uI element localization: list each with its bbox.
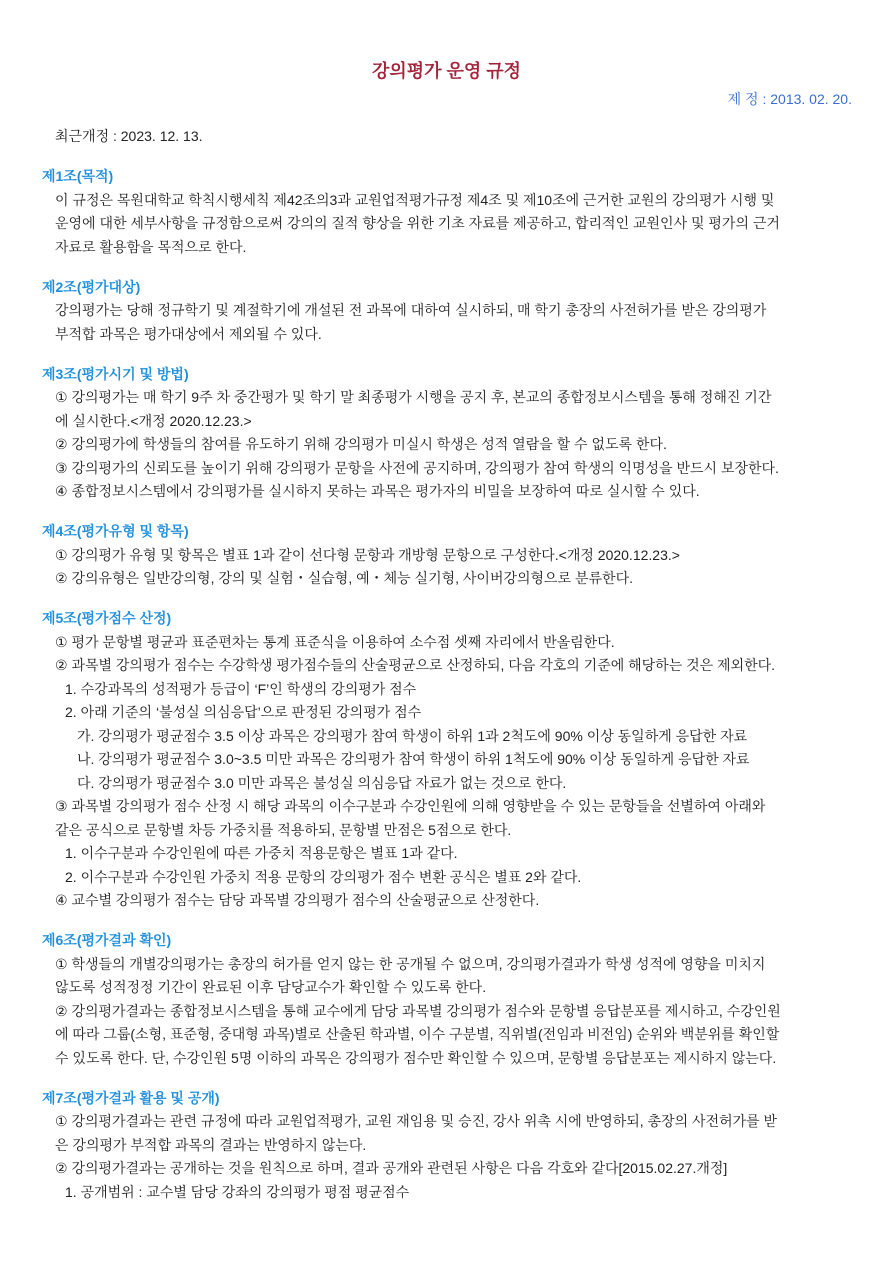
article-text-line: 이 규정은 목원대학교 학칙시행세칙 제42조의3과 교원업적평가규정 제4조 및 제10조에 근거한 교원의 강의평가 시행 및 — [55, 191, 775, 208]
article-heading: 제1조(목적) — [42, 168, 114, 184]
article-section — [42, 520, 854, 591]
enactment-date: 제 정 : 2013. 02. 20. — [727, 91, 852, 107]
article-text-line: 나. 강의평가 평균점수 3.0~3.5 미만 과목은 강의평가 참여 학생이 하위 1척도에 90% 이상 동일하게 응답한 자료 — [77, 751, 750, 767]
article-text-line: ① 강의평가 유형 및 항목은 별표 1과 같이 선다형 문항과 개방형 문항으로 구성한다.<개정 2020.12.23.> — [55, 546, 680, 563]
article-text-line: ④ 교수별 강의평가 점수는 담당 과목별 강의평가 점수의 산술평균으로 산정한다. — [55, 892, 540, 908]
article-text-line: ① 강의평가결과는 관련 규정에 따라 교원업적평가, 교원 재임용 및 승진, 강사 위촉 시에 반영하되, 총장의 사전허가를 받 — [55, 1113, 778, 1129]
article-section — [42, 276, 854, 347]
document-title: 강의평가 운영 규정 — [371, 61, 522, 81]
article-section — [42, 607, 854, 913]
article-text-line: 부적합 과목은 평가대상에서 제외될 수 있다. — [55, 325, 322, 342]
article-text-line: ③ 과목별 강의평가 점수 산정 시 해당 과목의 이수구분과 수강인원에 의해 영향받을 수 있는 문항들을 선별하여 아래와 — [55, 798, 766, 814]
article-text-line: ① 평가 문항별 평균과 표준편차는 통계 표준식을 이용하여 소수점 셋째 자리에서 반올림한다. — [55, 633, 615, 650]
article-section — [42, 363, 854, 504]
article-text-line: 않도록 성적정정 기간이 완료된 이후 담당교수가 확인할 수 있도록 한다. — [55, 979, 487, 995]
article-text-line: ② 과목별 강의평가 점수는 수강학생 평가점수들의 산술평균으로 산정하되, 다음 각호의 기준에 해당하는 것은 제외한다. — [55, 657, 776, 673]
article-text-line: ② 강의평가에 학생들의 참여를 유도하기 위해 강의평가 미실시 학생은 성적 열람을 할 수 없도록 한다. — [55, 436, 667, 452]
article-text-line: 가. 강의평가 평균점수 3.5 이상 과목은 강의평가 참여 학생이 하위 1과 2척도에 90% 이상 동일하게 응답한 자료 — [77, 727, 748, 744]
article-text-line: ② 강의평가결과는 공개하는 것을 원칙으로 하며, 결과 공개와 관련된 사항은 다음 각호와 같다[2015.02.27.개정] — [55, 1160, 728, 1176]
article-text-line: ② 강의평가결과는 종합정보시스템을 통해 교수에게 담당 과목별 강의평가 점수와 문항별 응답분포를 제시하고, 수강인원 — [55, 1002, 781, 1019]
article-text-line: 운영에 대한 세부사항을 규정함으로써 강의의 질적 향상을 위한 기초 자료를 제공하고, 합리적인 교원인사 및 평가의 근거 — [55, 215, 780, 231]
article-text-line: 1. 수강과목의 성적평가 등급이 ‘F’인 학생의 강의평가 점수 — [65, 680, 417, 697]
article-text-line: 에 따라 그룹(소형, 표준형, 중대형 과목)별로 산출된 학과별, 이수 구분별, 직위별(전임과 비전임) 순위와 백분위를 확인할 — [55, 1026, 780, 1042]
last-revision-date: 최근개정 : 2023. 12. 13. — [55, 128, 203, 144]
article-text-line: 같은 공식으로 문항별 차등 가중치를 적용하되, 문항별 만점은 5점으로 한다. — [55, 821, 512, 838]
article-text-line: 자료로 활용함을 목적으로 한다. — [55, 238, 247, 255]
article-text-line: 2. 이수구분과 수강인원 가중치 적용 문항의 강의평가 점수 변환 공식은 별표 2와 같다. — [65, 868, 582, 885]
article-heading: 제2조(평가대상) — [42, 278, 141, 295]
article-text-line: ② 강의유형은 일반강의형, 강의 및 실험・실습형, 예・체능 실기형, 사이버강의형으로 분류한다. — [55, 570, 633, 586]
document-body — [42, 125, 854, 1221]
article-text-line: 은 강의평가 부적합 과목의 결과는 반영하지 않는다. — [55, 1136, 367, 1153]
article-heading: 제5조(평가점수 산정) — [42, 610, 172, 626]
article-text-line: 다. 강의평가 평균점수 3.0 미만 과목은 불성실 의심응답 자료가 없는 것으로 한다. — [77, 774, 567, 791]
article-text-line: ③ 강의평가의 신뢰도를 높이기 위해 강의평가 문항을 사전에 공지하며, 강의평가 참여 학생의 익명성을 반드시 보장한다. — [55, 459, 779, 476]
article-section — [42, 929, 854, 1070]
article-text-line: 1. 이수구분과 수강인원에 따른 가중치 적용문항은 별표 1과 같다. — [65, 845, 458, 861]
article-text-line: 에 실시한다.<개정 2020.12.23.> — [55, 412, 252, 429]
article-text-line: ① 학생들의 개별강의평가는 총장의 허가를 얻지 않는 한 공개될 수 없으며, 강의평가결과가 학생 성적에 영향을 미치지 — [55, 955, 766, 972]
article-heading: 제4조(평가유형 및 항목) — [42, 523, 189, 539]
article-text-line: 1. 공개범위 : 교수별 담당 강좌의 강의평가 평점 평균점수 — [65, 1183, 410, 1200]
article-heading: 제3조(평가시기 및 방법) — [42, 365, 189, 382]
article-heading: 제6조(평가결과 확인) — [42, 932, 172, 948]
article-text-line: ④ 종합정보시스템에서 강의평가를 실시하지 못하는 과목은 평가자의 비밀을 보장하여 따로 실시할 수 있다. — [55, 483, 700, 499]
article-section — [42, 1087, 854, 1205]
article-text-line: 수 있도록 한다. 단, 수강인원 5명 이하의 과목은 강의평가 점수만 확인할 수 있으며, 문항별 응답분포는 제시하지 않는다. — [55, 1049, 777, 1066]
article-text-line: 강의평가는 당해 정규학기 및 계절학기에 개설된 전 과목에 대하여 실시하되, 매 학기 총장의 사전허가를 받은 강의평가 — [55, 302, 767, 318]
article-section — [42, 165, 854, 259]
article-text-line: ① 강의평가는 매 학기 9주 차 중간평가 및 학기 말 최종평가 시행을 공지 후, 본교의 종합정보시스템을 통해 정해진 기간 — [55, 389, 772, 405]
article-text-line: 2. 아래 기준의 ‘불성실 의심응답’으로 판정된 강의평가 점수 — [65, 704, 422, 720]
article-heading: 제7조(평가결과 활용 및 공개) — [42, 1089, 220, 1106]
